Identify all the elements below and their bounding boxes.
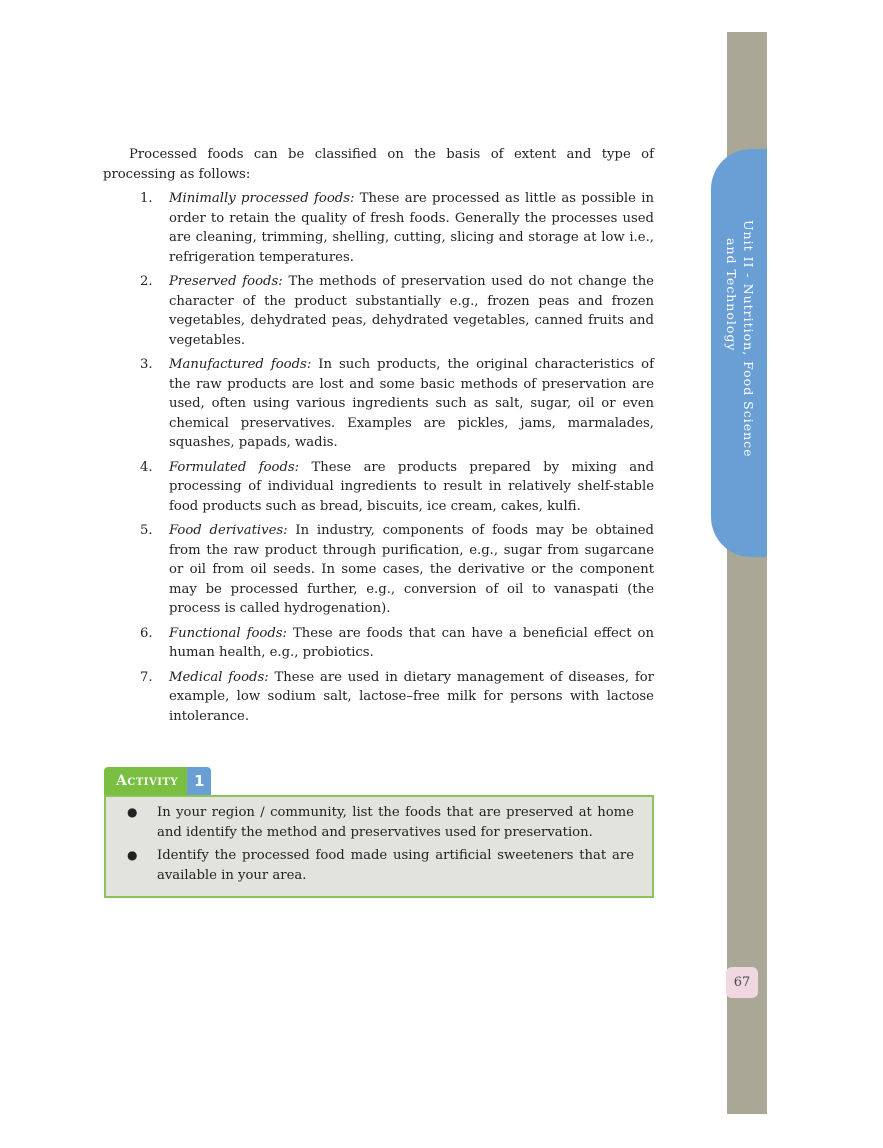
- activity-bullets: [124, 803, 634, 885]
- item-text: In industry, components of foods may be obtained from the raw product through purification, e.g., sugar from sugarcane or oil from oil seeds. In some cases, the derivative or the component may be processed further, e.g., conversion of oil to vanaspati (the process is called hydrogenation).: [169, 523, 654, 616]
- item-text: These are products prepared by mixing and processing of individual ingredients to result in relatively shelf-stable food products such as bread, biscuits, ice cream, cakes, kulfi.: [169, 459, 654, 514]
- list-item: [103, 521, 654, 619]
- item-number: 1.: [140, 191, 153, 206]
- main-content: [103, 145, 654, 731]
- activity-label: Activity: [104, 767, 187, 795]
- item-number: 2.: [140, 274, 153, 289]
- item-text: In such products, the original characteristics of the raw products are lost and some basic methods of preservation are used, often using various ingredients such as salt, sugar, oil or even chemical preservatives. Examples are pickles, jams, marmalades, squashes, papads, wadis.: [169, 357, 654, 450]
- item-term: Food derivatives:: [169, 523, 288, 538]
- activity-box: [104, 767, 654, 898]
- activity-bullet-item: [124, 846, 634, 885]
- activity-number: 1: [187, 767, 211, 795]
- list-item: [103, 458, 654, 517]
- activity-header: [104, 767, 654, 795]
- activity-bullet-item: [124, 803, 634, 842]
- activity-bullet-text: In your region / community, list the foods that are preserved at home and identify the method and preservatives used for preservation.: [157, 805, 634, 840]
- item-term: Minimally processed foods:: [169, 191, 355, 206]
- item-text: These are used in dietary management of diseases, for example, low sodium salt, lactose–free milk for persons with lactose intolerance.: [169, 669, 654, 724]
- list-item: [103, 272, 654, 350]
- item-text: The methods of preservation used do not change the character of the product substantially e.g., frozen peas and frozen vegetables, dehydrated peas, dehydrated vegetables, canned fruits and vegetables.: [169, 274, 654, 348]
- item-number: 3.: [140, 357, 153, 372]
- list-item: [103, 189, 654, 267]
- item-text: These are foods that can have a beneficial effect on human health, e.g., probiotics.: [169, 625, 654, 660]
- item-number: 6.: [140, 625, 153, 641]
- item-term: Preserved foods:: [169, 274, 283, 289]
- item-term: Functional foods:: [169, 625, 287, 641]
- bullet-icon: ●: [127, 848, 138, 862]
- list-item: [103, 624, 654, 663]
- unit-title-line2: and Technology: [724, 238, 739, 352]
- page-number: 67: [726, 967, 758, 998]
- item-number: 4.: [140, 459, 153, 475]
- intro-paragraph: Processed foods can be classified on the basis of extent and type of processing as follows:: [103, 147, 654, 182]
- bullet-icon: ●: [127, 805, 138, 819]
- item-term: Formulated foods:: [169, 459, 300, 475]
- activity-content: [104, 795, 654, 898]
- item-term: Medical foods:: [169, 669, 269, 685]
- list-item: [103, 355, 654, 453]
- processed-food-types-list: [103, 189, 654, 726]
- item-number: 5.: [140, 523, 153, 538]
- unit-title: [723, 220, 757, 458]
- item-term: Manufactured foods:: [169, 357, 312, 372]
- unit-title-line1: Unit II - Nutrition, Food Science: [741, 220, 756, 458]
- item-text: These are processed as little as possible in order to retain the quality of fresh foods. Generally the processes used are cleaning, trimming, shelling, cutting, slicing and storage at low i.e., refrigeration temperatures.: [169, 191, 654, 265]
- activity-bullet-text: Identify the processed food made using artificial sweeteners that are available in your area.: [157, 848, 634, 883]
- list-item: [103, 668, 654, 727]
- item-number: 7.: [140, 669, 153, 685]
